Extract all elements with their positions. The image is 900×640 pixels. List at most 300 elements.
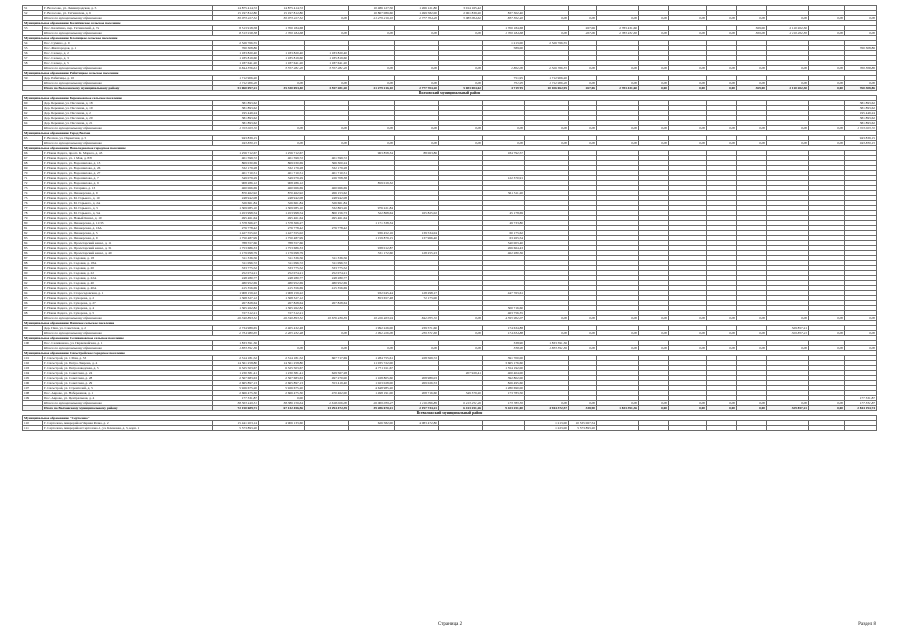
amount-cell: 0,00	[597, 16, 639, 21]
amount-cell: 1 498 191,00	[349, 391, 395, 396]
amount-cell: 0,00	[669, 316, 707, 321]
row-number-cell: 83	[23, 236, 43, 241]
row-number-cell: 91	[23, 276, 43, 281]
amount-cell: 2 666 475,30	[213, 391, 259, 396]
address-cell: Г. Новая Ладога, ул. 1 Мая, д. 8/8	[43, 156, 213, 161]
amount-cell	[483, 426, 525, 431]
amount-cell: 381 893,62	[213, 116, 259, 121]
amount-cell: 0,00	[809, 406, 845, 411]
row-number-cell: 60	[23, 101, 43, 106]
amount-cell: 1 992 226,00	[349, 331, 395, 336]
amount-cell: 0,00	[569, 346, 597, 351]
amount-cell: 67 132 456,56	[259, 406, 305, 411]
address-cell: Пос. Сельцо, д. 2	[43, 51, 213, 56]
address-cell: Г. Новая Ладога, просп. К. Маркса, д. 43	[43, 151, 213, 156]
amount-cell	[395, 426, 439, 431]
amount-cell: 800 156,73	[305, 211, 349, 216]
amount-cell: 10 106 062,95	[525, 86, 569, 91]
address-cell: Г. Сертолово, микрорайон Сертолово-1, ул. Кленовая, д. 3, корп. 1	[43, 426, 213, 431]
amount-cell: 15 441 203,14	[213, 421, 259, 426]
row-number-cell: 96	[23, 301, 43, 306]
amount-cell: 1 168 805,60	[349, 376, 395, 381]
amount-cell: 0,00	[439, 31, 483, 36]
amount-cell: 195 449,24	[213, 111, 259, 116]
address-cell: Г. Новая Ладога, ул. Пионерская, д. 11/33	[43, 221, 213, 226]
address-cell: Г. Новая Ладога, ул. Ворошилова, д. 26	[43, 166, 213, 171]
amount-cell: 2 405 432,48	[259, 331, 305, 336]
amount-cell: 15 197 812,80	[213, 11, 259, 16]
amount-cell: 0,00	[597, 66, 639, 71]
amount-cell: 0,00	[525, 16, 569, 21]
address-cell: Г. Новая Ладога, ул. Новый Канал, д. 10	[43, 216, 213, 221]
section-title: Муниципальное образование Клопицкое сельское поселение	[23, 36, 877, 41]
row-number-cell: 57	[23, 56, 43, 61]
row-number-cell: 64	[23, 121, 43, 126]
amount-cell: 177 331,87	[845, 401, 877, 406]
amount-cell: 0,00	[767, 81, 809, 86]
amount-cell: 2 526 766,55	[213, 41, 259, 46]
document-sheet	[22, 5, 876, 431]
row-number-cell: 52	[23, 11, 43, 16]
section-title: Муниципальное образование Селивановское сельское поселение	[23, 336, 877, 341]
amount-cell: 727 512,21	[213, 311, 259, 316]
amount-cell: 0,00	[809, 86, 845, 91]
amount-cell: 1 499 582,00	[395, 11, 439, 16]
amount-cell: 0,00	[597, 331, 639, 336]
amount-cell: 1 427 555,02	[213, 231, 259, 236]
amount-cell: 943 839,15	[213, 141, 259, 146]
address-cell: Г. Новая Ладога, ул. Пролетарский канал, д. 49	[43, 251, 213, 256]
section-title: Муниципальное образование Сясьстройское городское поселение	[23, 351, 877, 356]
amount-cell: 349 079,29	[213, 176, 259, 181]
amount-cell: 0,00	[809, 126, 845, 131]
amount-cell: 1 833 391,36	[597, 406, 639, 411]
amount-cell: 1 309 085,10	[213, 206, 259, 211]
amount-cell	[305, 426, 349, 431]
amount-cell: 122 370,91	[483, 176, 525, 181]
amount-cell: 1 723 023,72	[845, 126, 877, 131]
amount-cell: 1 171 338,34	[349, 221, 395, 226]
amount-cell: 1 309 085,10	[259, 206, 305, 211]
amount-cell: 1 365 262,82	[213, 306, 259, 311]
amount-cell: 6 413 251,26	[439, 406, 483, 411]
row-number-cell: 84	[23, 241, 43, 246]
row-number-cell: 69	[23, 166, 43, 171]
amount-cell: 10 226 403,94	[349, 316, 395, 321]
amount-cell: 667 717,69	[305, 356, 349, 361]
amount-cell: 332 863,26	[305, 206, 349, 211]
amount-cell: 0,00	[569, 141, 597, 146]
amount-cell: 1 185 819,60	[259, 56, 305, 61]
amount-cell: 4 719 95	[483, 86, 525, 91]
address-cell: Дер. Паш, ул. Советская, д. 2	[43, 326, 213, 331]
amount-cell: 0,00	[639, 401, 669, 406]
amount-cell: 0,00	[569, 331, 597, 336]
amount-cell: 1 712 906,20	[213, 76, 259, 81]
address-cell: Г. Новая Ладога, ул. Садовая, д. 20	[43, 266, 213, 271]
address-cell: Итого по Волосовскому муниципальному району	[43, 86, 213, 91]
row-number-cell: 105	[23, 376, 43, 381]
amount-cell: 0,00	[737, 66, 767, 71]
amount-cell: 207 929,41	[439, 371, 483, 376]
amount-cell: 0,00	[525, 316, 569, 321]
row-number-cell: 56	[23, 51, 43, 56]
section-title: Муниципальное образование "Сертолово"	[23, 416, 877, 421]
amount-cell: 208 989,03	[395, 376, 439, 381]
amount-cell: 10 535 067,54	[569, 421, 597, 426]
row-number-cell: 93	[23, 286, 43, 291]
amount-cell: 0,00	[845, 316, 877, 321]
amount-cell: 248 280,77	[259, 276, 305, 281]
amount-cell: 6 325 503,67	[259, 366, 305, 371]
amount-cell: 51 060 097,21	[213, 86, 259, 91]
amount-cell	[669, 426, 707, 431]
amount-cell: 1 712 906,20	[525, 76, 569, 81]
amount-cell: 1 159 879,15	[349, 236, 395, 241]
amount-cell: 3 557 281,20	[259, 66, 305, 71]
amount-cell: 5 926 675,20	[213, 386, 259, 391]
amount-cell: 0,00	[669, 16, 707, 21]
amount-cell: 2 783 431,60	[597, 31, 639, 36]
amount-cell: 2 665 897,13	[213, 381, 259, 386]
address-cell: Пос. Селиваново, ул. Первомайская, д. 1	[43, 341, 213, 346]
amount-cell: 338,90	[483, 341, 525, 346]
row-number-cell: 111	[23, 426, 43, 431]
amount-cell: 26 340 893,52	[259, 316, 305, 321]
row-number-cell: 74	[23, 191, 43, 196]
row-number-cell: 87	[23, 256, 43, 261]
amount-cell: 870 462,92	[259, 191, 305, 196]
row-number-cell: 78	[23, 211, 43, 216]
amount-cell: 0,00	[669, 126, 707, 131]
row-number-cell: 80	[23, 221, 43, 226]
amount-cell: 0,00	[767, 141, 809, 146]
amount-cell: 267,06	[569, 31, 597, 36]
address-cell: Г. Новая Ладога, ул. Пионерская, д. 9	[43, 191, 213, 196]
amount-cell: 0,00	[259, 141, 305, 146]
amount-cell: 72 175,00	[395, 296, 439, 301]
amount-cell: 2 110 202,30	[767, 31, 809, 36]
amount-cell	[259, 426, 305, 431]
amount-cell: 266 153,62	[305, 191, 349, 196]
amount-cell: 0,00	[439, 66, 483, 71]
amount-cell: 2 567 683,63	[259, 376, 305, 381]
page-number: Страница 2	[437, 622, 463, 627]
amount-cell: 0,00	[569, 16, 597, 21]
amount-cell: 0,00	[305, 81, 349, 86]
amount-cell: 128 298,17	[395, 291, 439, 296]
address-cell: Г. Новая Ладога, ул. М. Горького, д. 10	[43, 196, 213, 201]
amount-cell: 4 944 372,57	[525, 406, 569, 411]
amount-cell: 35 330 693,40	[259, 86, 305, 91]
amount-cell: 4 771 011,67	[349, 366, 395, 371]
address-cell: Итого по муниципальному образованию	[43, 66, 213, 71]
amount-cell: 0,00	[439, 81, 483, 86]
amount-cell: 0,00	[349, 31, 395, 36]
amount-cell: 311 096,72	[259, 261, 305, 266]
amount-cell: 15 197 812,80	[259, 11, 305, 16]
amount-cell: 1 213,00	[525, 421, 569, 426]
address-cell: Итого по муниципальному образованию	[43, 141, 213, 146]
amount-cell	[707, 426, 737, 431]
address-cell: Итого по муниципальному образованию	[43, 16, 213, 21]
amount-cell: 0,00	[259, 346, 305, 351]
amount-cell: 401 710,51	[259, 171, 305, 176]
amount-cell: 0,00	[669, 31, 707, 36]
amount-cell: 1 700 184,68	[483, 26, 525, 31]
amount-cell	[639, 426, 669, 431]
amount-cell: 1 187 641,20	[259, 61, 305, 66]
amount-cell: 0,00	[259, 126, 305, 131]
amount-cell: 0,00	[639, 316, 669, 321]
amount-cell: 0,00	[395, 126, 439, 131]
row-number-cell: 73	[23, 186, 43, 191]
amount-cell: 522 868,64	[349, 211, 395, 216]
row-number-cell: 77	[23, 206, 43, 211]
amount-cell: 3 014 165,42	[439, 6, 483, 11]
amount-cell: 0,00	[305, 346, 349, 351]
address-cell: Г. Новая Ладога, ул. М. Горького, д. 5	[43, 206, 213, 211]
row-number-cell: 79	[23, 216, 43, 221]
address-cell: Г. Волхов, ул. Паркетная, д. 5	[43, 136, 213, 141]
amount-cell: 349 079,29	[259, 176, 305, 181]
address-cell: Г. Новая Ладога, ул. Пионерская, д. 5	[43, 231, 213, 236]
amount-cell: 1 992 226,00	[349, 326, 395, 331]
row-number-cell: 108	[23, 391, 43, 396]
amount-cell: 1 723 023,72	[213, 126, 259, 131]
amount-cell: 13 294 472,39	[305, 406, 349, 411]
row-number-cell: 104	[23, 371, 43, 376]
row-number-cell: 101	[23, 356, 43, 361]
amount-cell: 1 179 098,79	[259, 251, 305, 256]
amount-cell: 869 030,69	[213, 161, 259, 166]
amount-cell: 165 825,02	[395, 211, 439, 216]
amount-cell: 3 665 176,60	[483, 361, 525, 366]
amount-cell: 751,95	[483, 81, 525, 86]
amount-cell: 1 700 184,68	[259, 31, 305, 36]
amount-cell: 0,00	[639, 81, 669, 86]
amount-cell: 6 844 356,61	[213, 66, 259, 71]
amount-cell: 6 325 503,67	[213, 366, 259, 371]
amount-cell: 0,00	[483, 141, 525, 146]
amount-cell: 8 513 918,58	[213, 31, 259, 36]
amount-cell: 0,00	[845, 16, 877, 21]
amount-cell: 5 083 004,62	[439, 16, 483, 21]
amount-cell: 4 648 985,20	[349, 386, 395, 391]
amount-cell: 326 661,84	[259, 201, 305, 206]
address-cell: Г. Новая Ладога, ул. Ворошилова, д. 7	[43, 176, 213, 181]
amount-cell: 0,00	[395, 346, 439, 351]
amount-cell: 392 802,00	[483, 376, 525, 381]
amount-cell: 0,00	[597, 141, 639, 146]
amount-cell: 908 286,12	[213, 181, 259, 186]
address-cell: Пос. Сельцо, д. 5	[43, 61, 213, 66]
amount-cell: 2 734 989,65	[213, 326, 259, 331]
row-number-cell: 94	[23, 291, 43, 296]
amount-cell: 629 567,28	[305, 371, 349, 376]
amount-cell: 267 828,64	[213, 301, 259, 306]
amount-cell: 0,00	[349, 346, 395, 351]
amount-cell: 0,00	[305, 331, 349, 336]
amount-cell: 0,00	[809, 316, 845, 321]
address-cell: Пос. Калитино, пер. Гатчинский, д. 7а	[43, 26, 213, 31]
row-number-cell: 53	[23, 26, 43, 31]
amount-cell: 49 733,80	[483, 221, 525, 226]
amount-cell: 1 266 121,80	[395, 6, 439, 11]
amount-cell: 4 906 133,60	[259, 421, 305, 426]
amount-cell: 859 019,32	[349, 181, 395, 186]
amount-cell: 1 368 327,12	[259, 296, 305, 301]
address-cell: Дер. Бережки, ул. Песочная, д. 2	[43, 111, 213, 116]
amount-cell: 943 839,15	[845, 136, 877, 141]
amount-cell: 0,00	[767, 401, 809, 406]
amount-cell: 139 534,04	[395, 231, 439, 236]
amount-cell: 0,00	[349, 66, 395, 71]
amount-cell: 174 634,88	[483, 331, 525, 336]
amount-cell: 333 775,52	[259, 266, 305, 271]
amount-cell: 495 461,64	[213, 216, 259, 221]
amount-cell: 276 778,42	[305, 226, 349, 231]
amount-cell: 0,00	[809, 331, 845, 336]
amount-cell: 239 571,60	[395, 331, 439, 336]
amount-cell: 1 185 819,60	[213, 56, 259, 61]
amount-cell: 228 569,72	[395, 356, 439, 361]
amount-cell: 267 828,64	[259, 301, 305, 306]
amount-cell: 26 069 039,27	[349, 401, 395, 406]
address-cell: Г. Новая Ладога, ул. М. Горького, д. 2А	[43, 201, 213, 206]
amount-cell: 177 331,87	[213, 396, 259, 401]
amount-cell: 381 893,62	[213, 106, 259, 111]
address-cell: Пос. Жилгородок, д. 1	[43, 46, 213, 51]
amount-cell: 2 526 766,55	[525, 41, 569, 46]
amount-cell: 0,00	[439, 141, 483, 146]
amount-cell: 0,00	[669, 141, 707, 146]
amount-cell: 0,00	[737, 16, 767, 21]
address-cell: Г. Новая Ладога, ул. Пролетарский канал, д. 31	[43, 246, 213, 251]
amount-cell: 3 557 281,20	[305, 86, 349, 91]
amount-cell: 1 453 998,54	[259, 211, 305, 216]
amount-cell: 1 280 690,00	[483, 386, 525, 391]
amount-cell: 331 172,60	[349, 251, 395, 256]
amount-cell: 0,00	[737, 316, 767, 321]
amount-cell: 2 314 181,52	[213, 356, 259, 361]
amount-cell: 14 561 258,80	[259, 361, 305, 366]
amount-cell: 0,00	[809, 141, 845, 146]
amount-cell: 447 763,61	[483, 291, 525, 296]
row-number-cell: 70	[23, 171, 43, 176]
address-cell: Г. Новая Ладога, ул. Ворошилова, д. 13	[43, 161, 213, 166]
address-cell: Г. Сясьстрой, ул. Петра Лаврова, д. 4	[43, 361, 213, 366]
amount-cell: 0,00	[737, 346, 767, 351]
amount-cell: 0,00	[439, 126, 483, 131]
amount-cell: 0,00	[395, 141, 439, 146]
amount-cell: 480 952,69	[213, 281, 259, 286]
amount-cell: 311 336,56	[213, 256, 259, 261]
amount-cell: 0,00	[569, 81, 597, 86]
amount-cell: 174 634,88	[483, 326, 525, 331]
row-number-cell: 72	[23, 181, 43, 186]
amount-cell: 0,00	[737, 141, 767, 146]
amount-cell: 0,00	[707, 86, 737, 91]
amount-cell: 1 023 028,00	[349, 381, 395, 386]
amount-cell: 26 340 893,52	[213, 316, 259, 321]
section-title: Муниципальное образование Пашское сельское поселение	[23, 321, 877, 326]
amount-cell: 401 710,51	[213, 171, 259, 176]
amount-cell: 415 356,69	[213, 286, 259, 291]
amount-cell: 0,00	[809, 81, 845, 86]
amount-cell: 751,95	[483, 76, 525, 81]
amount-cell: 276 778,42	[259, 226, 305, 231]
amount-cell: 0,00	[767, 16, 809, 21]
address-cell: Г. Новая Ладога, ул. Ворошилова, д. 27	[43, 171, 213, 176]
amount-cell: 0,00	[525, 141, 569, 146]
amount-cell: 0,00	[809, 346, 845, 351]
amount-cell: 0,00	[525, 31, 569, 36]
amount-cell: 1 256 712,67	[213, 151, 259, 156]
amount-cell: 353 419,40	[305, 381, 349, 386]
amount-cell: 11 035 722,00	[349, 361, 395, 366]
address-cell: Г. Новая Ладога, ул. Садовая, д. 22	[43, 271, 213, 276]
amount-cell: 0,00	[639, 141, 669, 146]
address-cell: Г. Сясьстрой, ул. Советская, д. 29	[43, 381, 213, 386]
amount-cell: 311 336,56	[259, 256, 305, 261]
amount-cell: 311 336,56	[305, 256, 349, 261]
amount-cell	[439, 426, 483, 431]
amount-cell: 0,00	[597, 401, 639, 406]
address-cell: Г. Новая Ладога, ул. Ворошилова, д. 9	[43, 181, 213, 186]
amount-cell: 760 308,86	[213, 46, 259, 51]
amount-cell: 369,00	[737, 86, 767, 91]
region-title: Волховский муниципальный район	[23, 91, 877, 96]
amount-cell: 460 066,69	[305, 186, 349, 191]
amount-cell: 870 462,92	[213, 191, 259, 196]
address-cell: Г. Сясьстрой, ул. Советская, д. 24	[43, 371, 213, 376]
amount-cell: 248 280,77	[305, 276, 349, 281]
row-number-cell: 107	[23, 386, 43, 391]
amount-cell: 332 179,28	[259, 166, 305, 171]
amount-cell: 0,00	[395, 81, 439, 86]
amount-cell: 326 661,84	[213, 201, 259, 206]
amount-cell: 0,00	[639, 31, 669, 36]
region-title: Всеволожский муниципальный район	[23, 411, 877, 416]
amount-cell: 252 074,21	[213, 271, 259, 276]
amount-cell: 1 284 755,61	[349, 356, 395, 361]
amount-cell: 415 356,69	[259, 286, 305, 291]
amount-cell: 0,00	[525, 401, 569, 406]
amount-cell: 248 280,77	[213, 276, 259, 281]
amount-cell: 0,00	[305, 126, 349, 131]
table-row	[23, 426, 877, 431]
amount-cell: 1 427 555,02	[259, 231, 305, 236]
amount-cell: 1 700 184,68	[259, 26, 305, 31]
amount-cell: 1 223,00	[525, 426, 569, 431]
row-number-cell: 103	[23, 366, 43, 371]
amount-cell: 480 952,69	[259, 281, 305, 286]
amount-cell: 1 230 381,41	[213, 371, 259, 376]
amount-cell: 38 386 156,64	[259, 401, 305, 406]
address-cell: Г. Новая Ладога, ул. Суворова, д. 27	[43, 301, 213, 306]
amount-cell	[737, 426, 767, 431]
row-number-cell: 58	[23, 61, 43, 66]
row-number-cell: 82	[23, 231, 43, 236]
amount-cell: 329 857,21	[767, 326, 809, 331]
amount-cell	[767, 426, 809, 431]
row-number-cell: 92	[23, 281, 43, 286]
address-cell: Г. Волосово, ул. Гатчинская, д. 6	[43, 11, 213, 16]
amount-cell: 38 563 449,51	[213, 401, 259, 406]
amount-cell: 1 179 098,79	[213, 251, 259, 256]
amount-cell: 4 083 472,80	[395, 421, 439, 426]
